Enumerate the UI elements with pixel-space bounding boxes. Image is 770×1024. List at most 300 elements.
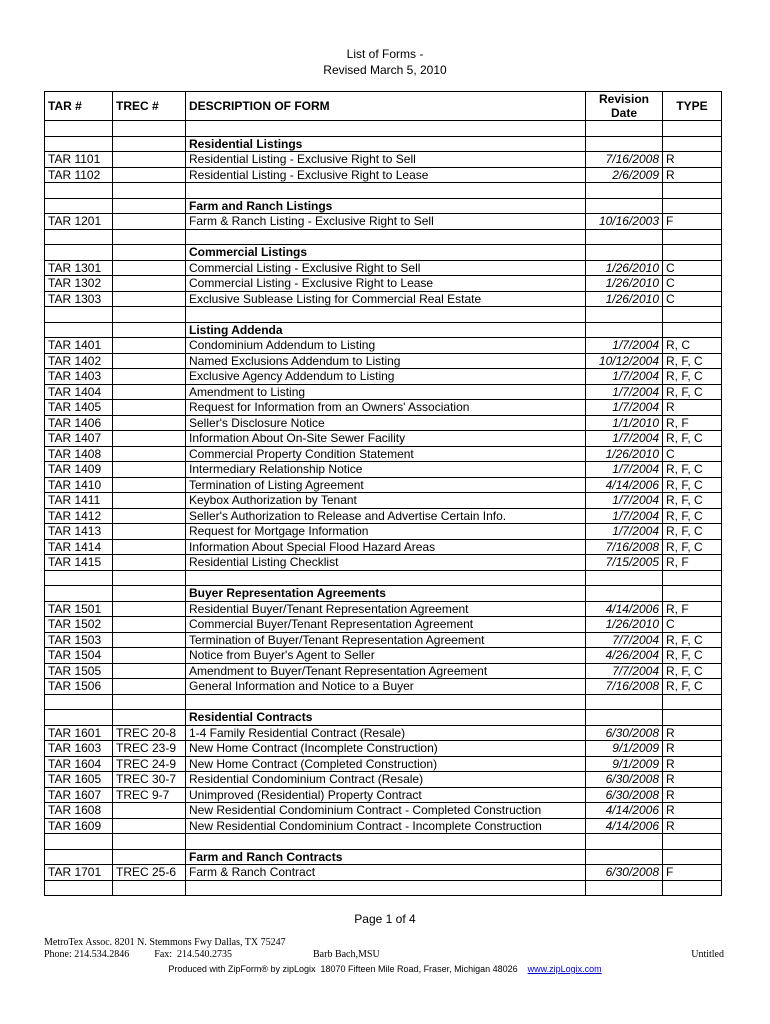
section-title: Commercial Listings bbox=[186, 245, 586, 261]
revision-date: 1/7/2004 bbox=[586, 431, 663, 447]
form-description: Residential Listing - Exclusive Right to Sell bbox=[186, 152, 586, 168]
trec-number bbox=[113, 648, 186, 664]
trec-number bbox=[113, 803, 186, 819]
form-type: R, F bbox=[663, 555, 722, 571]
empty-cell bbox=[663, 694, 722, 710]
tar-number: TAR 1408 bbox=[45, 446, 113, 462]
tar-number: TAR 1604 bbox=[45, 756, 113, 772]
list-title: List of Forms - bbox=[346, 47, 424, 61]
document-name: Untitled bbox=[691, 949, 724, 960]
form-description: Farm & Ranch Listing - Exclusive Right to Sell bbox=[186, 214, 586, 230]
spacer-row bbox=[45, 880, 722, 896]
trec-number: TREC 20-8 bbox=[113, 725, 186, 741]
empty-cell bbox=[586, 322, 663, 338]
tar-number: TAR 1401 bbox=[45, 338, 113, 354]
form-type: R bbox=[663, 167, 722, 183]
form-type: F bbox=[663, 214, 722, 230]
empty-cell bbox=[113, 183, 186, 199]
spacer-row bbox=[45, 694, 722, 710]
tar-number: TAR 1504 bbox=[45, 648, 113, 664]
empty-cell bbox=[113, 136, 186, 152]
table-row bbox=[45, 152, 722, 168]
spacer-row bbox=[45, 834, 722, 850]
trec-number bbox=[113, 353, 186, 369]
tar-number: TAR 1609 bbox=[45, 818, 113, 834]
tar-number: TAR 1605 bbox=[45, 772, 113, 788]
empty-cell bbox=[586, 710, 663, 726]
tar-number: TAR 1409 bbox=[45, 462, 113, 478]
empty-cell bbox=[586, 121, 663, 137]
revision-date: 10/12/2004 bbox=[586, 353, 663, 369]
empty-cell bbox=[45, 245, 113, 261]
table-row bbox=[45, 555, 722, 571]
empty-cell bbox=[45, 322, 113, 338]
empty-cell bbox=[186, 834, 586, 850]
page-number: Page 1 of 4 bbox=[354, 912, 416, 926]
tar-number: TAR 1502 bbox=[45, 617, 113, 633]
form-type: R, F, C bbox=[663, 648, 722, 664]
form-description: Commercial Listing - Exclusive Right to Lease bbox=[186, 276, 586, 292]
form-description: Commercial Buyer/Tenant Representation Agreement bbox=[186, 617, 586, 633]
empty-cell bbox=[113, 694, 186, 710]
form-type: R bbox=[663, 803, 722, 819]
revision-date: 4/14/2006 bbox=[586, 601, 663, 617]
empty-cell bbox=[586, 694, 663, 710]
revision-date: 1/1/2010 bbox=[586, 415, 663, 431]
revision-date: 1/7/2004 bbox=[586, 384, 663, 400]
form-type: R, F, C bbox=[663, 679, 722, 695]
empty-cell bbox=[663, 183, 722, 199]
empty-cell bbox=[45, 136, 113, 152]
table-row bbox=[45, 756, 722, 772]
empty-cell bbox=[113, 198, 186, 214]
revision-date: 7/7/2004 bbox=[586, 663, 663, 679]
form-description: Information About On-Site Sewer Facility bbox=[186, 431, 586, 447]
tar-number: TAR 1410 bbox=[45, 477, 113, 493]
empty-cell bbox=[586, 307, 663, 323]
empty-cell bbox=[186, 121, 586, 137]
tar-number: TAR 1303 bbox=[45, 291, 113, 307]
trec-number bbox=[113, 260, 186, 276]
section-title: Residential Contracts bbox=[186, 710, 586, 726]
produced-by bbox=[0, 964, 770, 974]
revision-date: 7/7/2004 bbox=[586, 632, 663, 648]
trec-number bbox=[113, 369, 186, 385]
col-desc-header: DESCRIPTION OF FORM bbox=[186, 92, 586, 121]
form-type: R bbox=[663, 741, 722, 757]
table-row bbox=[45, 462, 722, 478]
trec-number bbox=[113, 276, 186, 292]
tar-number: TAR 1413 bbox=[45, 524, 113, 540]
revision-date: 1/26/2010 bbox=[586, 291, 663, 307]
empty-cell bbox=[113, 710, 186, 726]
tar-number: TAR 1411 bbox=[45, 493, 113, 509]
form-type: R, F, C bbox=[663, 493, 722, 509]
table-row bbox=[45, 446, 722, 462]
trec-number bbox=[113, 338, 186, 354]
trec-number bbox=[113, 384, 186, 400]
trec-number bbox=[113, 679, 186, 695]
form-type: R, C bbox=[663, 338, 722, 354]
revision-date: 2/6/2009 bbox=[586, 167, 663, 183]
form-description: New Residential Condominium Contract - Incomplete Construction bbox=[186, 818, 586, 834]
revision-date: 4/14/2006 bbox=[586, 818, 663, 834]
section-title: Farm and Ranch Contracts bbox=[186, 849, 586, 865]
form-description: Keybox Authorization by Tenant bbox=[186, 493, 586, 509]
empty-cell bbox=[113, 849, 186, 865]
form-type: R bbox=[663, 400, 722, 416]
revision-date: 7/16/2008 bbox=[586, 679, 663, 695]
empty-cell bbox=[586, 183, 663, 199]
table-row bbox=[45, 431, 722, 447]
section-header-row bbox=[45, 136, 722, 152]
trec-number bbox=[113, 446, 186, 462]
tar-number: TAR 1701 bbox=[45, 865, 113, 881]
empty-cell bbox=[663, 834, 722, 850]
revision-date: 1/26/2010 bbox=[586, 276, 663, 292]
form-type: R, F bbox=[663, 415, 722, 431]
trec-number: TREC 24-9 bbox=[113, 756, 186, 772]
form-type: R, F, C bbox=[663, 663, 722, 679]
form-description: Farm & Ranch Contract bbox=[186, 865, 586, 881]
tar-number: TAR 1302 bbox=[45, 276, 113, 292]
revision-date: 1/7/2004 bbox=[586, 462, 663, 478]
empty-cell bbox=[586, 570, 663, 586]
table-row bbox=[45, 400, 722, 416]
table-row bbox=[45, 818, 722, 834]
tar-number: TAR 1201 bbox=[45, 214, 113, 230]
table-row bbox=[45, 214, 722, 230]
tar-number: TAR 1501 bbox=[45, 601, 113, 617]
trec-number: TREC 23-9 bbox=[113, 741, 186, 757]
revision-date: 1/7/2004 bbox=[586, 493, 663, 509]
table-row bbox=[45, 601, 722, 617]
empty-cell bbox=[113, 586, 186, 602]
forms-table bbox=[44, 91, 722, 896]
trec-number bbox=[113, 524, 186, 540]
spacer-row bbox=[45, 570, 722, 586]
empty-cell bbox=[663, 198, 722, 214]
table-row bbox=[45, 524, 722, 540]
form-description: Intermediary Relationship Notice bbox=[186, 462, 586, 478]
trec-number bbox=[113, 617, 186, 633]
empty-cell bbox=[45, 570, 113, 586]
trec-number bbox=[113, 493, 186, 509]
trec-number: TREC 30-7 bbox=[113, 772, 186, 788]
form-description: Amendment to Buyer/Tenant Representation Agreement bbox=[186, 663, 586, 679]
form-description: Residential Condominium Contract (Resale) bbox=[186, 772, 586, 788]
rev-label-1: Revision bbox=[598, 92, 649, 106]
revision-date: 1/7/2004 bbox=[586, 338, 663, 354]
form-type: R bbox=[663, 787, 722, 803]
table-row bbox=[45, 415, 722, 431]
association-info bbox=[44, 937, 286, 961]
form-description: Residential Buyer/Tenant Representation Agreement bbox=[186, 601, 586, 617]
table-row bbox=[45, 384, 722, 400]
form-description: Unimproved (Residential) Property Contract bbox=[186, 787, 586, 803]
revision-date: 1/7/2004 bbox=[586, 369, 663, 385]
revision-date: 6/30/2008 bbox=[586, 865, 663, 881]
table-row bbox=[45, 508, 722, 524]
trec-number bbox=[113, 601, 186, 617]
tar-number: TAR 1301 bbox=[45, 260, 113, 276]
empty-cell bbox=[663, 136, 722, 152]
tar-number: TAR 1412 bbox=[45, 508, 113, 524]
tar-number: TAR 1603 bbox=[45, 741, 113, 757]
empty-cell bbox=[45, 694, 113, 710]
section-title: Buyer Representation Agreements bbox=[186, 586, 586, 602]
trec-number bbox=[113, 818, 186, 834]
form-type: R, F, C bbox=[663, 369, 722, 385]
empty-cell bbox=[45, 849, 113, 865]
form-type: R, F, C bbox=[663, 477, 722, 493]
empty-cell bbox=[586, 245, 663, 261]
form-type: R bbox=[663, 818, 722, 834]
tar-number: TAR 1607 bbox=[45, 787, 113, 803]
assoc-phone: Phone: 214.534.2846 Fax: 214.540.2735 bbox=[44, 949, 233, 960]
form-description: Amendment to Listing bbox=[186, 384, 586, 400]
table-row bbox=[45, 648, 722, 664]
empty-cell bbox=[113, 322, 186, 338]
trec-number bbox=[113, 462, 186, 478]
col-trec-header: TREC # bbox=[113, 92, 186, 121]
form-type: R, F, C bbox=[663, 539, 722, 555]
table-row bbox=[45, 477, 722, 493]
trec-number bbox=[113, 400, 186, 416]
rev-label-2: Date bbox=[610, 106, 637, 120]
form-description: Request for Mortgage Information bbox=[186, 524, 586, 540]
form-type: C bbox=[663, 276, 722, 292]
empty-cell bbox=[186, 183, 586, 199]
revision-subtitle: Revised March 5, 2010 bbox=[323, 63, 447, 77]
empty-cell bbox=[45, 229, 113, 245]
empty-cell bbox=[113, 570, 186, 586]
revision-date: 7/15/2005 bbox=[586, 555, 663, 571]
form-type: R, F, C bbox=[663, 353, 722, 369]
empty-cell bbox=[45, 183, 113, 199]
revision-date: 7/16/2008 bbox=[586, 152, 663, 168]
form-description: 1-4 Family Residential Contract (Resale) bbox=[186, 725, 586, 741]
empty-cell bbox=[586, 849, 663, 865]
form-type: C bbox=[663, 617, 722, 633]
empty-cell bbox=[663, 710, 722, 726]
form-type: R bbox=[663, 756, 722, 772]
form-description: New Home Contract (Completed Construction) bbox=[186, 756, 586, 772]
table-row bbox=[45, 493, 722, 509]
empty-cell bbox=[663, 849, 722, 865]
empty-cell bbox=[113, 834, 186, 850]
col-revision-header bbox=[586, 92, 663, 121]
empty-cell bbox=[113, 245, 186, 261]
trec-number bbox=[113, 152, 186, 168]
table-row bbox=[45, 353, 722, 369]
empty-cell bbox=[663, 880, 722, 896]
empty-cell bbox=[45, 834, 113, 850]
form-description: Exclusive Agency Addendum to Listing bbox=[186, 369, 586, 385]
revision-date: 9/1/2009 bbox=[586, 741, 663, 757]
empty-cell bbox=[663, 570, 722, 586]
empty-cell bbox=[113, 229, 186, 245]
empty-cell bbox=[663, 121, 722, 137]
agent-name: Barb Bach,MSU bbox=[313, 949, 380, 960]
empty-cell bbox=[586, 586, 663, 602]
section-header-row bbox=[45, 849, 722, 865]
revision-date: 9/1/2009 bbox=[586, 756, 663, 772]
tar-number: TAR 1506 bbox=[45, 679, 113, 695]
revision-date: 4/26/2004 bbox=[586, 648, 663, 664]
form-type: R, F, C bbox=[663, 632, 722, 648]
empty-cell bbox=[186, 694, 586, 710]
trec-number bbox=[113, 291, 186, 307]
form-description: Information About Special Flood Hazard Areas bbox=[186, 539, 586, 555]
tar-number: TAR 1404 bbox=[45, 384, 113, 400]
tar-number: TAR 1403 bbox=[45, 369, 113, 385]
table-row bbox=[45, 772, 722, 788]
tar-number: TAR 1608 bbox=[45, 803, 113, 819]
revision-date: 1/7/2004 bbox=[586, 400, 663, 416]
form-description: New Home Contract (Incomplete Construction) bbox=[186, 741, 586, 757]
table-row bbox=[45, 865, 722, 881]
tar-number: TAR 1503 bbox=[45, 632, 113, 648]
empty-cell bbox=[186, 307, 586, 323]
trec-number bbox=[113, 431, 186, 447]
table-row bbox=[45, 803, 722, 819]
table-row bbox=[45, 787, 722, 803]
form-type: R, F, C bbox=[663, 508, 722, 524]
section-title: Listing Addenda bbox=[186, 322, 586, 338]
produced-text: Produced with ZipForm® by zipLogix 18070 Fifteen Mile Road, Fraser, Michigan 48026 bbox=[168, 964, 518, 974]
revision-date: 1/7/2004 bbox=[586, 508, 663, 524]
ziplogix-link[interactable]: www.zipLogix.com bbox=[527, 964, 602, 974]
spacer-row bbox=[45, 307, 722, 323]
spacer-row bbox=[45, 229, 722, 245]
assoc-address: MetroTex Assoc. 8201 N. Stemmons Fwy Dallas, TX 75247 bbox=[44, 937, 286, 948]
trec-number bbox=[113, 508, 186, 524]
form-description: Seller's Authorization to Release and Advertise Certain Info. bbox=[186, 508, 586, 524]
form-description: Condominium Addendum to Listing bbox=[186, 338, 586, 354]
form-type: C bbox=[663, 446, 722, 462]
revision-date: 10/16/2003 bbox=[586, 214, 663, 230]
empty-cell bbox=[45, 307, 113, 323]
table-row bbox=[45, 741, 722, 757]
tar-number: TAR 1101 bbox=[45, 152, 113, 168]
section-header-row bbox=[45, 198, 722, 214]
table-row bbox=[45, 369, 722, 385]
table-row bbox=[45, 632, 722, 648]
empty-cell bbox=[586, 136, 663, 152]
form-type: F bbox=[663, 865, 722, 881]
revision-date: 4/14/2006 bbox=[586, 477, 663, 493]
section-header-row bbox=[45, 245, 722, 261]
empty-cell bbox=[663, 586, 722, 602]
trec-number bbox=[113, 632, 186, 648]
form-description: Seller's Disclosure Notice bbox=[186, 415, 586, 431]
table-row bbox=[45, 167, 722, 183]
trec-number bbox=[113, 214, 186, 230]
form-type: R bbox=[663, 725, 722, 741]
empty-cell bbox=[113, 121, 186, 137]
tar-number: TAR 1402 bbox=[45, 353, 113, 369]
form-description: Termination of Listing Agreement bbox=[186, 477, 586, 493]
empty-cell bbox=[45, 880, 113, 896]
table-row bbox=[45, 725, 722, 741]
empty-cell bbox=[586, 229, 663, 245]
empty-cell bbox=[45, 121, 113, 137]
tar-number: TAR 1405 bbox=[45, 400, 113, 416]
tar-number: TAR 1102 bbox=[45, 167, 113, 183]
section-title: Residential Listings bbox=[186, 136, 586, 152]
revision-date: 4/14/2006 bbox=[586, 803, 663, 819]
tar-number: TAR 1415 bbox=[45, 555, 113, 571]
table-row bbox=[45, 276, 722, 292]
form-type: R, F, C bbox=[663, 384, 722, 400]
trec-number bbox=[113, 415, 186, 431]
spacer-row bbox=[45, 121, 722, 137]
form-description: New Residential Condominium Contract - Completed Construction bbox=[186, 803, 586, 819]
form-type: C bbox=[663, 291, 722, 307]
section-header-row bbox=[45, 710, 722, 726]
empty-cell bbox=[186, 570, 586, 586]
spacer-row bbox=[45, 183, 722, 199]
trec-number bbox=[113, 477, 186, 493]
tar-number: TAR 1601 bbox=[45, 725, 113, 741]
form-type: R, F, C bbox=[663, 462, 722, 478]
trec-number bbox=[113, 663, 186, 679]
form-description: Termination of Buyer/Tenant Representation Agreement bbox=[186, 632, 586, 648]
empty-cell bbox=[113, 307, 186, 323]
col-type-header: TYPE bbox=[663, 92, 722, 121]
empty-cell bbox=[663, 322, 722, 338]
form-description: Residential Listing - Exclusive Right to Lease bbox=[186, 167, 586, 183]
trec-number: TREC 9-7 bbox=[113, 787, 186, 803]
empty-cell bbox=[663, 307, 722, 323]
table-row bbox=[45, 539, 722, 555]
revision-date: 1/26/2010 bbox=[586, 446, 663, 462]
empty-cell bbox=[45, 198, 113, 214]
table-row bbox=[45, 338, 722, 354]
form-description: Exclusive Sublease Listing for Commercial Real Estate bbox=[186, 291, 586, 307]
table-row bbox=[45, 260, 722, 276]
section-header-row bbox=[45, 586, 722, 602]
empty-cell bbox=[186, 880, 586, 896]
table-row bbox=[45, 663, 722, 679]
table-row bbox=[45, 617, 722, 633]
tar-number: TAR 1505 bbox=[45, 663, 113, 679]
header-row bbox=[45, 92, 722, 121]
form-type: R, F, C bbox=[663, 524, 722, 540]
empty-cell bbox=[113, 880, 186, 896]
form-type: C bbox=[663, 260, 722, 276]
revision-date: 6/30/2008 bbox=[586, 787, 663, 803]
form-description: Notice from Buyer's Agent to Seller bbox=[186, 648, 586, 664]
form-description: Named Exclusions Addendum to Listing bbox=[186, 353, 586, 369]
form-description: General Information and Notice to a Buyer bbox=[186, 679, 586, 695]
form-type: R bbox=[663, 152, 722, 168]
revision-date: 6/30/2008 bbox=[586, 772, 663, 788]
empty-cell bbox=[663, 229, 722, 245]
revision-date: 1/7/2004 bbox=[586, 524, 663, 540]
form-description: Residential Listing Checklist bbox=[186, 555, 586, 571]
empty-cell bbox=[586, 834, 663, 850]
form-type: R, F, C bbox=[663, 431, 722, 447]
form-description: Commercial Property Condition Statement bbox=[186, 446, 586, 462]
revision-date: 1/26/2010 bbox=[586, 260, 663, 276]
empty-cell bbox=[586, 880, 663, 896]
empty-cell bbox=[186, 229, 586, 245]
section-header-row bbox=[45, 322, 722, 338]
empty-cell bbox=[45, 710, 113, 726]
form-type: R bbox=[663, 772, 722, 788]
